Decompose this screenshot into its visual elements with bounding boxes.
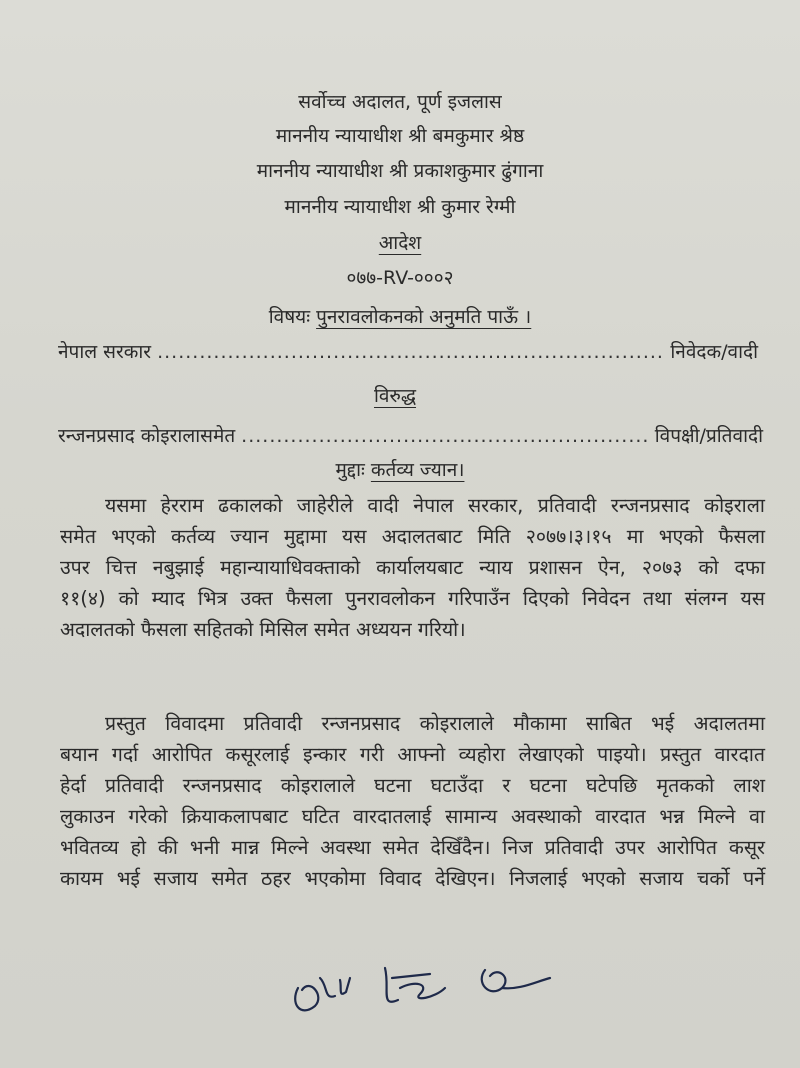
- paragraph-2: [60, 708, 765, 894]
- judge-1: माननीय न्यायाधीश श्री बमकुमार श्रेष्ठ: [275, 125, 525, 147]
- petitioner-name: नेपाल सरकार: [58, 341, 152, 363]
- petitioner-role: निवेदक/वादी: [670, 341, 758, 363]
- signature-2: [385, 968, 445, 1002]
- paragraph-line: हेर्दा प्रतिवादी रन्जनप्रसाद कोइरालाले घटना घटाउँदा र घटना घटेपछि मृतकको लाश: [60, 774, 765, 797]
- subject-label: विषयः: [268, 306, 311, 328]
- case-type: कर्तव्य ज्यान।: [370, 459, 465, 481]
- paragraph-line: यसमा हेरराम ढकालको जाहेरीले वादी नेपाल सरकार, प्रतिवादी रन्जनप्रसाद कोइराला: [105, 494, 765, 517]
- paragraph-line: अदालतको फैसला सहितको मिसिल समेत अध्ययन गरियो।: [60, 618, 466, 641]
- case-label: मुद्दाः: [335, 459, 365, 481]
- leader-dots: [241, 425, 649, 447]
- judge-3: माननीय न्यायाधीश श्री कुमार रेग्मी: [284, 196, 516, 218]
- respondent-row: [58, 422, 763, 448]
- paragraph-line: ११(४) को म्याद भित्र उक्त फैसला पुनरावलोकन गरिपाउँन दिएको निवेदन तथा संलग्न यस: [60, 587, 765, 610]
- petitioner-row: [58, 338, 758, 364]
- paragraph-line: कायम भई सजाय समेत ठहर भएकोमा विवाद देखिएन। निजलाई भएको सजाय चर्को पर्ने: [60, 867, 765, 890]
- signature-1: [295, 978, 350, 1010]
- judge-2: माननीय न्यायाधीश श्री प्रकाशकुमार ढुंगाना: [256, 160, 544, 182]
- respondent-role: विपक्षी/प्रतिवादी: [654, 425, 763, 447]
- versus-label: विरुद्ध: [373, 385, 417, 407]
- case-number: ०७७-RV-०००२: [346, 267, 454, 289]
- order-title: आदेश: [378, 232, 422, 254]
- subject-line: [0, 303, 800, 329]
- leader-dots: [157, 341, 664, 363]
- court-name: सर्वोच्च अदालत, पूर्ण इजलास: [298, 91, 502, 113]
- respondent-name: रन्जनप्रसाद कोइरालासमेत: [58, 425, 236, 447]
- case-type-line: [0, 456, 800, 482]
- paragraph-1: [60, 490, 765, 645]
- paragraph-line: लुकाउन गरेको क्रियाकलापबाट घटित वारदातलाई सामान्य अवस्थाको वारदात भन्न मिल्ने वा: [60, 805, 765, 828]
- paragraph-line: उपर चित्त नबुझाई महान्यायाधिवक्ताको कार्यालयबाट न्याय प्रशासन ऐन, २०७३ को दफा: [60, 556, 765, 579]
- paragraph-line: प्रस्तुत विवादमा प्रतिवादी रन्जनप्रसाद कोइरालाले मौकामा साबित भई अदालतमा: [105, 712, 765, 735]
- subject-text: पुनरावलोकनको अनुमति पाऊँ ।: [316, 306, 532, 328]
- paragraph-line: भवितव्य हो की भनी मान्न मिल्ने अवस्था समेत देखिँदैन। निज प्रतिवादी उपर आरोपित कसूर: [60, 836, 765, 859]
- judge-signatures: [280, 948, 580, 1058]
- paragraph-line: समेत भएको कर्तव्य ज्यान मुद्दामा यस अदालतबाट मिति २०७७।३।१५ मा भएको फैसला: [60, 525, 765, 548]
- paragraph-line: बयान गर्दा आरोपित कसूरलाई इन्कार गरी आफ्नो व्यहोरा लेखाएको पाइयो। प्रस्तुत वारदात: [60, 743, 765, 766]
- signature-3: [482, 970, 550, 991]
